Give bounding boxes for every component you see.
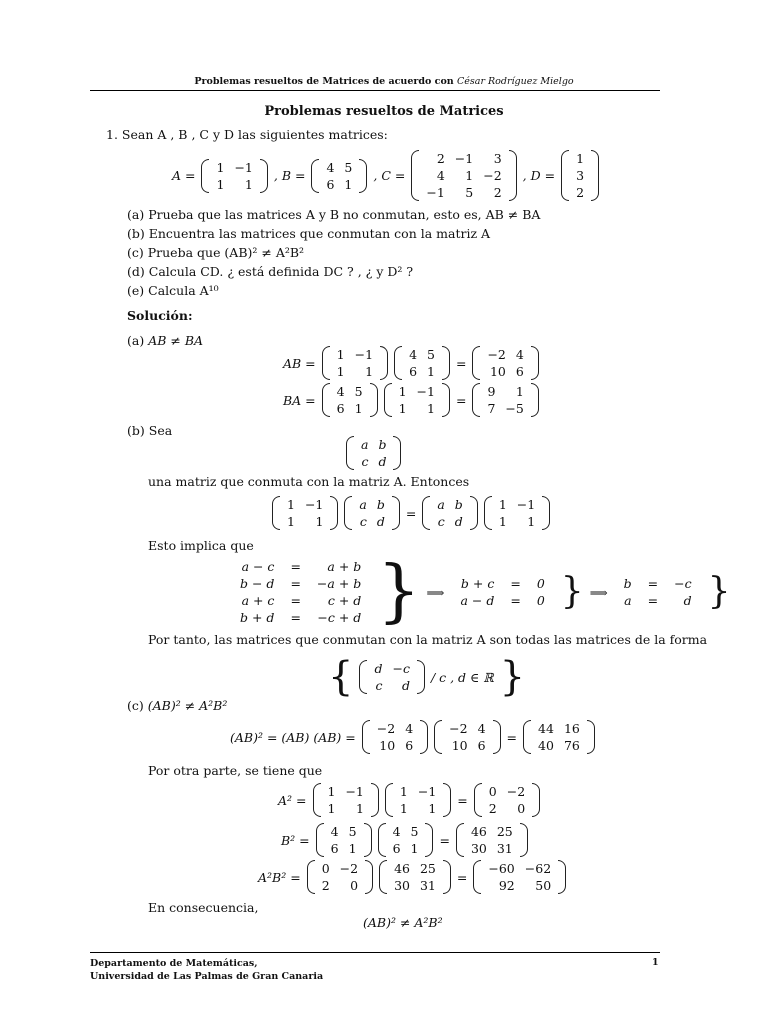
matrix <box>422 496 477 530</box>
matrix-entry: a − d <box>460 593 495 608</box>
matrix-entry: a <box>361 437 369 452</box>
page-number: 1 <box>652 957 659 968</box>
footer-affiliation <box>90 957 323 983</box>
matrix-entry: 1 <box>244 176 253 192</box>
matrix-D <box>561 150 599 201</box>
matrix-entry: 3 <box>576 168 585 183</box>
running-header <box>0 76 768 87</box>
matrix-entry: −2 <box>483 168 502 183</box>
matrix-entry: 76 <box>563 738 580 753</box>
matrix-entry: −1 <box>416 384 435 399</box>
matrix-entry: 1 <box>398 384 407 399</box>
matrix-entry: −2 <box>506 784 526 799</box>
matrix-entry: a <box>437 497 445 512</box>
matrix-entry: a <box>359 497 367 512</box>
matrix-entry: c <box>375 678 383 693</box>
item-a: (a) Prueba que las matrices A y B no conmutan, esto es, AB ≠ BA <box>127 207 541 222</box>
matrix-entry: a <box>624 593 632 608</box>
matrix-entry: 6 <box>405 738 414 753</box>
matrix <box>362 720 428 754</box>
matrix <box>379 860 451 894</box>
matrix-entry: 0 <box>536 593 545 608</box>
matrix-entry: 31 <box>419 878 436 893</box>
matrix-entry: 1 <box>287 497 295 512</box>
matrix-entry: −c <box>674 576 692 591</box>
matrix-entry: 4 <box>436 168 445 183</box>
matrix-entry: 1 <box>399 801 408 816</box>
matrix <box>344 496 399 530</box>
matrix-entry: 9 <box>487 384 496 399</box>
matrix-entry: 4 <box>515 347 524 362</box>
matrix-entry: −1 <box>345 784 364 799</box>
matrix-AB2-result <box>523 720 595 754</box>
b-text1: una matriz que conmuta con la matriz A. Entonces <box>148 474 470 489</box>
matrix <box>378 823 434 857</box>
matrix-entry: c + d <box>327 593 362 608</box>
matrix-entry: 30 <box>394 878 410 893</box>
item-e: (e) Calcula A¹⁰ <box>127 283 219 298</box>
matrix <box>307 860 373 894</box>
matrix-entry: −1 <box>354 347 374 362</box>
problem-text: Sean A , B , C y D las siguientes matrices: <box>121 127 388 142</box>
matrix <box>394 346 450 380</box>
matrix-entry: d <box>454 514 463 529</box>
matrix-entry: 1 <box>576 151 585 166</box>
item-d: (d) Calcula CD. ¿ está definida DC ? , ¿ y D² ? <box>127 264 414 279</box>
matrix-entry: = <box>647 576 659 591</box>
matrix-entry: 1 <box>498 497 507 512</box>
matrix-entry: = <box>290 593 301 608</box>
matrix-entry: 4 <box>409 347 418 362</box>
matrix-entry: = <box>290 559 301 574</box>
matrix-entry: 6 <box>326 176 335 192</box>
matrix-entry: 1 <box>336 364 345 379</box>
matrix-BA-result <box>472 383 538 417</box>
solution-b-title: (b) Sea <box>127 423 173 438</box>
matrix-entry: d <box>376 514 385 529</box>
matrix-entry: 92 <box>498 878 515 893</box>
matrix-entry: 6 <box>515 364 524 379</box>
matrix-entry: 0 <box>321 861 330 876</box>
matrix-entry: 16 <box>563 721 580 736</box>
matrix <box>359 660 425 694</box>
matrix <box>484 496 550 530</box>
matrix-entry: 4 <box>405 721 414 736</box>
matrix-entry: 1 <box>428 801 437 816</box>
eq-AB: AB = 1 −1 1 1 4 5 6 1 = −2 4 10 6 <box>283 346 539 380</box>
matrix-entry: 10 <box>489 364 506 379</box>
c-conclusion: (AB)² ≠ A²B² <box>363 915 443 930</box>
c-text2: En consecuencia, <box>148 900 259 915</box>
matrix-entry: 5 <box>410 824 419 839</box>
matrix-entry: 1 <box>216 176 225 192</box>
matrix-entry: 1 <box>287 514 295 529</box>
item-b: (b) Encuentra las matrices que conmutan con la matriz A <box>127 226 491 241</box>
matrix-entry: 25 <box>419 861 436 876</box>
matrix-entry: = <box>510 576 521 591</box>
matrix-entry: 1 <box>515 384 524 399</box>
matrix-entry: −c <box>392 661 410 676</box>
matrix-entry: 0 <box>536 576 545 591</box>
matrix <box>272 496 338 530</box>
matrix-entry: 0 <box>517 801 526 816</box>
matrix <box>450 575 554 609</box>
matrix-entry: = <box>290 576 301 591</box>
matrix-entry: 44 <box>538 721 554 736</box>
matrix-entry: −1 <box>417 784 437 799</box>
matrix-entry: b <box>454 497 463 512</box>
matrix-entry: 6 <box>330 841 339 856</box>
matrix-entry: −60 <box>488 861 515 876</box>
matrix-entry: a + c <box>241 593 275 608</box>
matrix-entry: −c + d <box>317 610 362 625</box>
matrix-entry: d <box>378 454 387 469</box>
matrix-A <box>201 159 267 193</box>
footer-dept: Departamento de Matemáticas, <box>90 958 258 969</box>
matrix-entry: 1 <box>327 801 336 816</box>
matrix-entry: 5 <box>465 185 474 200</box>
matrix-B <box>311 159 367 193</box>
matrix-entry: 6 <box>336 401 345 416</box>
header-text: Problemas resueltos de Matrices de acuerdo con <box>194 76 454 87</box>
matrix-entry: 31 <box>496 841 513 856</box>
matrix-entry: 25 <box>496 824 513 839</box>
footer-rule <box>90 952 660 953</box>
matrix-entry: −1 <box>426 185 445 200</box>
page-title: Problemas resueltos de Matrices <box>264 104 504 119</box>
matrix-entry: 1 <box>427 364 435 379</box>
eq-A2B2: A²B² = 0 −2 2 0 46 25 30 31 = −60 −62 92 50 <box>258 860 566 894</box>
solution-c-title: (c) (AB)² ≠ A²B² <box>127 698 228 713</box>
matrix-entry: = <box>290 610 301 625</box>
matrix-entry: −5 <box>505 401 524 416</box>
matrix-entry: d <box>401 678 410 693</box>
matrix <box>474 783 540 817</box>
matrix-entry: 1 <box>216 159 225 175</box>
matrix-entry: c <box>361 454 369 469</box>
matrix-entry: −2 <box>449 721 468 736</box>
matrix-entry: 0 <box>488 784 497 799</box>
matrix-entry: a − c <box>241 559 275 574</box>
matrix-entry: −a + b <box>316 576 362 591</box>
matrix-entry: 10 <box>451 738 468 753</box>
matrix-entry: c <box>437 514 445 529</box>
matrix-entry: 6 <box>392 841 401 856</box>
b-text3: Por tanto, las matrices que conmutan con la matriz A son todas las matrices de la forma <box>148 632 708 647</box>
matrix-entry: b − d <box>240 576 275 591</box>
matrix-entry: −2 <box>339 861 359 876</box>
matrix-entry: −2 <box>376 721 396 736</box>
matrix-entry: b <box>623 576 632 591</box>
matrix-entry: 1 <box>355 801 364 816</box>
matrix-entry: b <box>376 497 385 512</box>
matrix-entry: 5 <box>354 384 363 399</box>
matrix-entry: 5 <box>427 347 435 362</box>
matrix <box>322 383 378 417</box>
matrix-entry: 6 <box>477 738 486 753</box>
matrix-entry: b + c <box>460 576 495 591</box>
matrix <box>385 783 451 817</box>
matrix-entry: a + b <box>327 559 362 574</box>
matrix-entry: 7 <box>487 401 496 416</box>
matrix-AB-result <box>472 346 538 380</box>
matrix-entry: 46 <box>470 824 487 839</box>
matrix-entry: 0 <box>350 878 359 893</box>
matrix-entry: 5 <box>344 159 353 175</box>
header-rule <box>90 90 660 91</box>
matrix-entry: 5 <box>348 824 357 839</box>
matrix-entry: 46 <box>394 861 410 876</box>
solution-a-title: (a) AB ≠ BA <box>127 333 204 348</box>
solution-heading: Solución: <box>127 308 193 323</box>
matrix-entry: 2 <box>488 801 497 816</box>
matrix <box>346 436 401 470</box>
matrix-entry: 1 <box>427 401 435 416</box>
matrix-entry: 6 <box>409 364 418 379</box>
matrix <box>434 720 500 754</box>
matrix-entry: 30 <box>470 841 487 856</box>
item-list <box>127 205 540 300</box>
matrix-entry: 1 <box>315 514 324 529</box>
eq-BA: BA = 4 5 6 1 1 −1 1 1 = 9 1 7 −5 <box>283 383 539 417</box>
matrix-entry: 4 <box>336 384 345 399</box>
matrix <box>456 823 528 857</box>
matrix-entry: = <box>647 593 659 608</box>
matrix-entry: d <box>374 661 383 676</box>
eq-AB-squared: (AB)² = (AB) (AB) = −2 4 10 6 −2 4 10 6 = 44 16 40 76 <box>230 720 595 754</box>
matrix-entry: −1 <box>516 497 536 512</box>
matrix-entry: 4 <box>392 824 401 839</box>
matrix-entry: 2 <box>321 878 330 893</box>
matrix-entry: 1 <box>365 364 374 379</box>
matrix-entry: 4 <box>326 159 335 175</box>
matrix <box>473 860 566 894</box>
matrix-entry: 50 <box>535 878 552 893</box>
matrix-entry: c <box>359 514 367 529</box>
problem-number: 1. <box>106 127 118 142</box>
matrix <box>230 558 371 626</box>
matrix-entry: −1 <box>454 151 474 166</box>
matrix-entry: −1 <box>234 159 253 175</box>
generic-matrix <box>346 436 401 470</box>
problem-statement <box>106 127 388 142</box>
matrix-entry: 2 <box>576 185 585 200</box>
matrix <box>322 346 388 380</box>
item-c: (c) Prueba que (AB)² ≠ A²B² <box>127 245 305 260</box>
eq-commute: 1 −1 1 1 a b c d = a b c d 1 −1 1 1 <box>272 496 550 530</box>
matrix-entry: 2 <box>493 185 502 200</box>
matrix-entry: d <box>683 593 692 608</box>
matrix <box>316 823 372 857</box>
matrix-entry: 1 <box>527 514 536 529</box>
matrix-entry: 1 <box>465 168 474 183</box>
matrix-entry: −62 <box>524 861 552 876</box>
matrix-entry: 4 <box>330 824 339 839</box>
matrix-entry: 1 <box>354 401 363 416</box>
matrix-entry: b + d <box>240 610 275 625</box>
matrix <box>384 383 450 417</box>
linear-system: a − c = a + b b − d = −a + b a + c = c + d b + d = −c + d } ⟹ b + c = 0 a − d = 0 } ⟹ b = −c a = d } <box>230 558 731 626</box>
matrix <box>313 783 379 817</box>
matrix <box>614 575 702 609</box>
matrix-entry: 1 <box>398 401 407 416</box>
matrix-C <box>411 150 516 201</box>
matrix-entry: 1 <box>336 347 345 362</box>
matrix-entry: 2 <box>436 151 445 166</box>
matrix-entry: b <box>378 437 387 452</box>
matrix-entry: −1 <box>304 497 324 512</box>
header-author: César Rodríguez Mielgo <box>457 76 574 87</box>
matrix-entry: 3 <box>493 151 502 166</box>
matrix-entry: 1 <box>410 841 419 856</box>
matrix-entry: 1 <box>498 514 507 529</box>
matrix-entry: 1 <box>348 841 357 856</box>
b-text2: Esto implica que <box>148 538 254 553</box>
matrix-entry: = <box>510 593 521 608</box>
c-text1: Por otra parte, se tiene que <box>148 763 323 778</box>
matrix-entry: 1 <box>399 784 408 799</box>
eq-B-squared: B² = 4 5 6 1 4 5 6 1 = 46 25 30 31 <box>281 823 528 857</box>
commuting-set: { d −c c d / c , d ∈ ℝ } <box>328 654 526 700</box>
matrix-entry: 40 <box>538 738 554 753</box>
matrix-entry: 1 <box>327 784 336 799</box>
matrix-entry: −2 <box>487 347 506 362</box>
matrix-entry: 1 <box>344 176 353 192</box>
footer-univ: Universidad de Las Palmas de Gran Canaria <box>90 971 324 982</box>
matrix-definitions: A = 1 −1 1 1 , B = 4 5 6 1 , C = 2 −1 3 4 1 −2 −1 5 2 , D = 1 3 2 <box>172 150 599 201</box>
matrix-entry: 10 <box>379 738 396 753</box>
matrix-entry: 4 <box>477 721 486 736</box>
eq-A-squared: A² = 1 −1 1 1 1 −1 1 1 = 0 −2 2 0 <box>278 783 540 817</box>
